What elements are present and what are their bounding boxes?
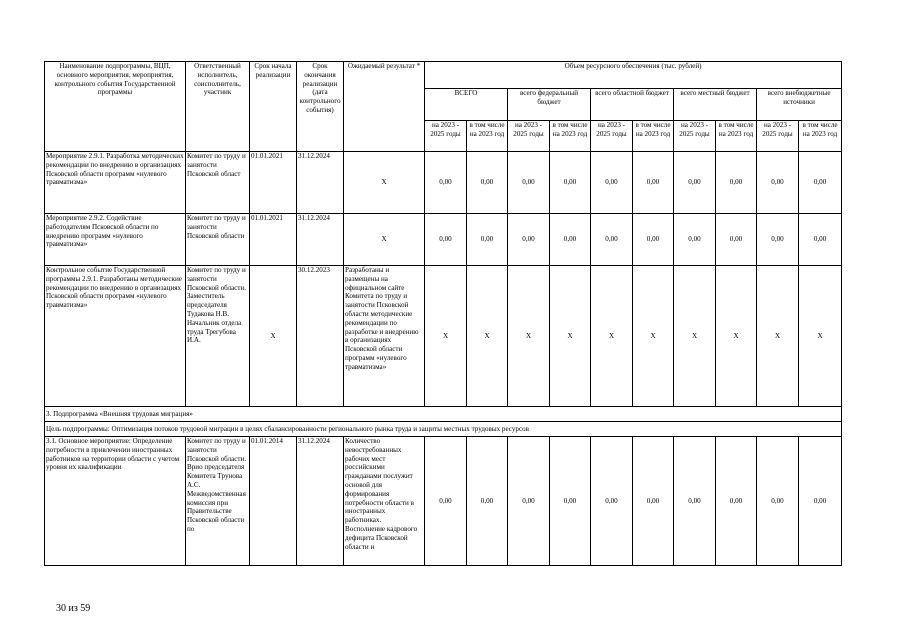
- value-cell: 0,00: [425, 437, 467, 566]
- row-name: 3.1. Основное мероприятие: Определение потребности в привлечении иностранных работников на территории области с учетом уровня их квалификации: [45, 437, 186, 566]
- value-cell: 0,00: [633, 437, 674, 566]
- table-row: [45, 266, 842, 407]
- value-cell: X: [467, 266, 508, 407]
- table-row: [45, 214, 842, 266]
- header-result: Ожидаемый результат *: [344, 62, 425, 152]
- value-cell: 0,00: [716, 214, 757, 266]
- row-end: 31.12.2024: [297, 152, 344, 214]
- row-responsible: Комитет по труду и занятости Псковской области. Заместитель председателя Тудакова Н.В. Начальник отдела труда Трегубова И.А.: [186, 266, 250, 407]
- row-start: 01.01.2014: [250, 437, 297, 566]
- value-cell: 0,00: [467, 152, 508, 214]
- header-volume: Объем ресурсного обеспечения (тыс. рублей): [425, 62, 842, 89]
- value-cell: 0,00: [674, 437, 716, 566]
- value-cell: 0,00: [633, 152, 674, 214]
- group-federal: всего федеральный бюджет: [508, 89, 591, 121]
- group-extrabudget: всего внебюджетные источники: [757, 89, 842, 121]
- header-name: Наименование подпрограммы, ВЦП, основного мероприятия, мероприятия, контрольного события Государственной программы: [45, 62, 186, 152]
- value-cell: X: [674, 266, 716, 407]
- value-cell: 0,00: [591, 152, 633, 214]
- sub-incl-3: в том числе на 2023 год: [633, 121, 674, 152]
- row-result: X: [344, 214, 425, 266]
- value-cell: X: [716, 266, 757, 407]
- row-responsible: Комитет по труду и занятости Псковской области: [186, 214, 250, 266]
- value-cell: X: [757, 266, 799, 407]
- row-end: 30.12.2023: [297, 266, 344, 407]
- value-cell: 0,00: [591, 437, 633, 566]
- group-regional: всего областной бюджет: [591, 89, 674, 121]
- row-name: Мероприятие 2.9.2. Содействие работодателям Псковской области по внедрению программ «нулевого травматизма»: [45, 214, 186, 266]
- value-cell: 0,00: [591, 214, 633, 266]
- value-cell: 0,00: [799, 437, 842, 566]
- row-end: 31.12.2024: [297, 214, 344, 266]
- group-total: ВСЕГО: [425, 89, 508, 121]
- sub-incl-5: в том числе на 2023 год: [799, 121, 842, 152]
- row-result: Разработаны и размещены на официальном сайте Комитета по труду и занятости Псковской области методические рекомендации по разработке и внедрению в организациях Псковской области программ «нулевого травматизма»: [344, 266, 425, 407]
- table-row: [45, 152, 842, 214]
- row-name: Контрольное событие Государственной программы 2.9.1. Разработаны методические рекомендации по внедрению в организациях Псковской области программ «нулевого травматизма»: [45, 266, 186, 407]
- sub-incl-4: в том числе на 2023 год: [716, 121, 757, 152]
- row-end: 31.12.2024: [297, 437, 344, 566]
- page-number: 30 из 59: [56, 603, 91, 614]
- value-cell: 0,00: [757, 214, 799, 266]
- value-cell: 0,00: [508, 214, 550, 266]
- value-cell: 0,00: [550, 437, 591, 566]
- row-result: X: [344, 152, 425, 214]
- value-cell: 0,00: [508, 437, 550, 566]
- sub-incl-1: в том числе на 2023 год: [467, 121, 508, 152]
- row-responsible: Комитет по труду и занятости Псковской области. Врио председателя Комитета Трунова А.С. Межведомственная комиссия при Правительстве Псковской области по: [186, 437, 250, 566]
- subprogram-row: [45, 407, 842, 422]
- value-cell: 0,00: [716, 437, 757, 566]
- header-responsible: Ответственный исполнитель, соисполнитель, участник: [186, 62, 250, 152]
- value-cell: 0,00: [633, 214, 674, 266]
- sub-total-1: на 2023 - 2025 годы: [425, 121, 467, 152]
- sub-total-5: на 2023 - 2025 годы: [757, 121, 799, 152]
- value-cell: 0,00: [467, 214, 508, 266]
- value-cell: 0,00: [425, 152, 467, 214]
- value-cell: 0,00: [550, 214, 591, 266]
- sub-incl-2: в том числе на 2023 год: [550, 121, 591, 152]
- group-local: всего местный бюджет: [674, 89, 757, 121]
- value-cell: 0,00: [425, 214, 467, 266]
- row-name: Мероприятие 2.9.1. Разработка методических рекомендации по внедрению в организациях Псковской области программ «нулевого травматизма»: [45, 152, 186, 214]
- value-cell: 0,00: [674, 152, 716, 214]
- row-start: 01.01.2021: [250, 152, 297, 214]
- row-start: X: [250, 266, 297, 407]
- value-cell: 0,00: [508, 152, 550, 214]
- value-cell: X: [799, 266, 842, 407]
- value-cell: 0,00: [550, 152, 591, 214]
- subprogram-goal: Цель подпрограммы: Оптимизация потоков трудовой миграции в целях сбалансированности регионального рынка труда и защиты местных трудовых ресурсов: [45, 422, 842, 437]
- sub-total-3: на 2023 - 2025 годы: [591, 121, 633, 152]
- row-result: Количество невостребованных рабочих мест российскими гражданами послужит основой для формирования потребности области в иностранных работниках. Восполнение кадрового дефицита Псковской области и: [344, 437, 425, 566]
- subprogram-title: 3. Подпрограмма «Внешняя трудовая миграция»: [45, 407, 842, 422]
- value-cell: 0,00: [467, 437, 508, 566]
- header-end: Срок окончания реализации (дата контрольного события): [297, 62, 344, 152]
- value-cell: X: [633, 266, 674, 407]
- value-cell: X: [508, 266, 550, 407]
- row-responsible: Комитет по труду и занятости Псковской област: [186, 152, 250, 214]
- header-start: Срок начала реализации: [250, 62, 297, 152]
- value-cell: 0,00: [716, 152, 757, 214]
- value-cell: 0,00: [799, 214, 842, 266]
- table-row: [45, 437, 842, 566]
- value-cell: 0,00: [799, 152, 842, 214]
- goal-row: [45, 422, 842, 437]
- value-cell: X: [591, 266, 633, 407]
- value-cell: X: [425, 266, 467, 407]
- resource-table: [44, 61, 842, 566]
- sub-total-4: на 2023 - 2025 годы: [674, 121, 716, 152]
- value-cell: 0,00: [757, 152, 799, 214]
- value-cell: X: [550, 266, 591, 407]
- value-cell: 0,00: [674, 214, 716, 266]
- sub-total-2: на 2023 - 2025 годы: [508, 121, 550, 152]
- value-cell: 0,00: [757, 437, 799, 566]
- row-start: 01.01.2021: [250, 214, 297, 266]
